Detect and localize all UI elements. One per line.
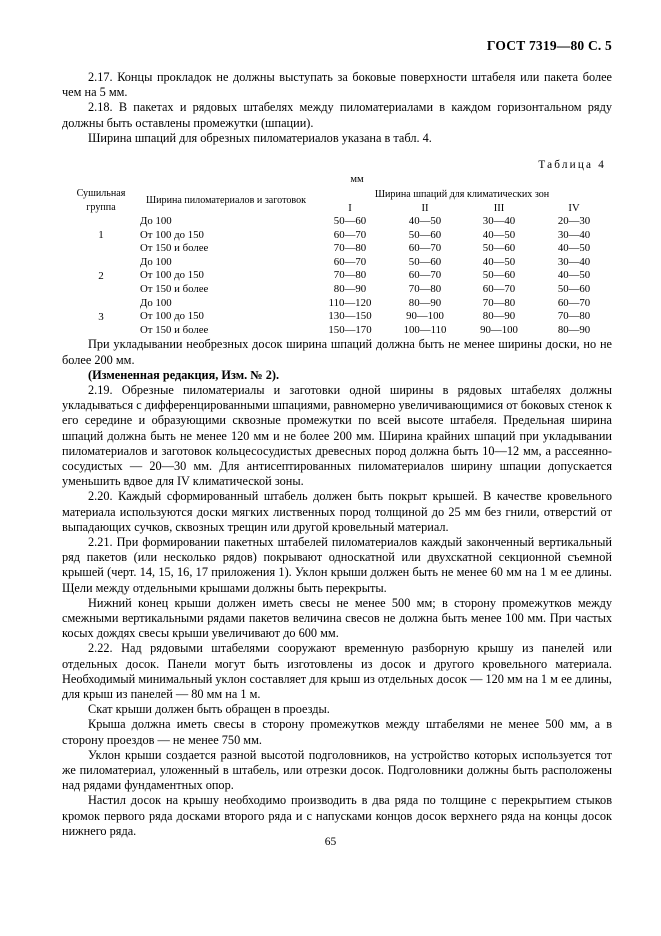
cell-line: 50—60 [557, 282, 591, 295]
cell-line: От 150 и более [140, 323, 209, 336]
cell-line: 30—40 [557, 228, 591, 241]
table-head [62, 187, 612, 215]
cell-line: 150—170 [328, 323, 372, 336]
paragraph-svesy: Нижний конец крыши должен иметь свесы не менее 500 мм; в сторону промежутков между смежными вертикальными рядами пакетов величина свесов не должна быть менее 100 мм. При частых косых дождях свесы крыши увеличивают до 600 мм. [62, 595, 612, 641]
page-content [62, 70, 612, 839]
cell-line: От 100 до 150 [140, 228, 204, 241]
cell-line: 70—80 [408, 282, 442, 295]
header-zone-3: III [493, 202, 505, 214]
cell-line: 50—60 [333, 215, 367, 228]
cell-zone-1 [312, 215, 388, 256]
cell-widths [140, 297, 312, 338]
cell-zone-3 [462, 215, 536, 256]
cell-line: 50—60 [408, 255, 442, 268]
cell-line: 60—70 [333, 228, 367, 241]
paragraph-2-19: 2.19. Обрезные пиломатериалы и заготовки одной ширины в рядовых штабелях должны укладываться с дифференцированными шпациями, равномерно увеличивающимися от боковых стенок к его середине и образующими сквозные промежутки по всей высоте штабеля. Предельная ширина шпаций должна быть не менее 120 мм и не более 200 мм. Ширина крайних шпаций при укладывании пиломатериалов и заготовок кольцесосудистых древесных пород должна быть 10—12 мм, а рассеянно-сосудистых — 20—30 мм. Для антисептированных пиломатериалов ширину шпации допускается уменьшить вдвое для IV климатической зоны. [62, 382, 612, 489]
table-caption: Таблица 4 [538, 159, 606, 172]
page-number: 65 [324, 836, 337, 848]
paragraph-2-21: 2.21. При формировании пакетных штабелей пиломатериалов каждый законченный вертикальный ряд пакетов (или несколько рядов) покрывают односкатной или двухскатной секционной съемной крышей (черт. 14, 15, 16, 17 приложения 1). Уклон крыши должен быть не менее 60 мм на 1 м ее длины. Щели между отдельными крышами должны быть перекрыты. [62, 535, 612, 595]
cell-line: 80—90 [408, 296, 442, 309]
cell-line: 30—40 [482, 215, 516, 228]
cell-zone-2 [388, 256, 462, 297]
paragraph-nastil: Настил досок на крышу необходимо производить в два ряда по толщине с перекрытием стыков кромок первого ряда досками второго ряда и с напусками концов досок верхнего ряда на концы досок нижнего ряда. [62, 793, 612, 838]
cell-line: 60—70 [482, 282, 516, 295]
cell-line: 70—80 [482, 296, 516, 309]
table-body [62, 215, 612, 337]
cell-group: 2 [98, 270, 104, 283]
header-zone-2: II [421, 202, 429, 214]
cell-line: 60—70 [408, 242, 442, 255]
cell-zone-3 [462, 256, 536, 297]
cell-line: 60—70 [408, 269, 442, 282]
table-row [62, 297, 612, 338]
table-unit-label: мм [350, 174, 364, 186]
cell-widths [140, 215, 312, 256]
cell-line: 50—60 [482, 269, 516, 282]
cell-line: 50—60 [408, 228, 442, 241]
cell-line: 20—30 [557, 215, 591, 228]
cell-group: 3 [98, 310, 104, 323]
paragraph-2-18: 2.18. В пакетах и рядовых штабелях между пиломатериалами в каждом горизонтальном ряду должны быть оставлены промежутки (шпации). [62, 100, 612, 130]
cell-line: От 150 и более [140, 242, 209, 255]
cell-line: 130—150 [328, 310, 372, 323]
paragraph-krysha-svesy: Крыша должна иметь свесы в сторону промежутков между штабелями не менее 500 мм, а в сторону проездов — не менее 750 мм. [62, 717, 612, 747]
cell-zone-4 [536, 215, 612, 256]
cell-line: 110—120 [328, 296, 372, 309]
paragraph-2-17: 2.17. Концы прокладок не должны выступать за боковые поверхности штабеля или пакета более чем на 5 мм. [62, 70, 612, 100]
header-group: Сушильная группа [76, 188, 126, 214]
paragraph-table-ref: Ширина шпаций для обрезных пиломатериалов указана в табл. 4. [88, 130, 432, 145]
cell-line: 40—50 [557, 242, 591, 255]
cell-line: 80—90 [557, 323, 591, 336]
page-footer [0, 836, 661, 848]
cell-line: 40—50 [408, 215, 442, 228]
paragraph-revision-note: (Измененная редакция, Изм. № 2). [88, 367, 280, 382]
shpacii-width-table [62, 187, 612, 337]
cell-line: От 100 до 150 [140, 269, 204, 282]
cell-line: 50—60 [482, 242, 516, 255]
paragraph-2-22: 2.22. Над рядовыми штабелями сооружают временную разборную крышу из панелей или отдельных досок. Панели могут быть изготовлены из досок и другого кровельного материала. Необходимый минимальный уклон составляет для крыш из отдельных досок — 120 мм на 1 м ее длины, для крыш из панелей — 80 мм на 1 м. [62, 641, 612, 702]
cell-line: 40—50 [482, 255, 516, 268]
header-width: Ширина пиломатериалов и заготовок [145, 195, 307, 207]
cell-line: 70—80 [557, 310, 591, 323]
cell-zone-1 [312, 297, 388, 338]
cell-zone-4 [536, 297, 612, 338]
cell-group: 1 [98, 229, 104, 242]
cell-zone-1 [312, 256, 388, 297]
cell-zone-2 [388, 215, 462, 256]
cell-line: От 100 до 150 [140, 310, 204, 323]
cell-line: До 100 [140, 215, 172, 228]
cell-line: 60—70 [557, 296, 591, 309]
table-row [62, 256, 612, 297]
table-row [62, 215, 612, 256]
running-header-text: ГОСТ 7319—80 С. 5 [486, 38, 612, 53]
cell-widths [140, 256, 312, 297]
header-zone-1: I [348, 202, 352, 214]
cell-line: 40—50 [482, 228, 516, 241]
cell-line: 100—110 [403, 323, 447, 336]
cell-line: 70—80 [333, 269, 367, 282]
cell-zone-4 [536, 256, 612, 297]
paragraph-2-20: 2.20. Каждый сформированный штабель должен быть покрыт крышей. В качестве кровельного материала используются доски мягких лиственных пород толщиной до 25 мм без гнили, отверстий от выпадающих сучков, сквозных трещин или другой кровельный материал. [62, 489, 612, 534]
header-zones: Ширина шпаций для климатических зон [374, 188, 550, 200]
cell-line: 90—100 [480, 323, 518, 336]
cell-line: До 100 [140, 296, 172, 309]
paragraph-neobreznye: При укладывании необрезных досок ширина шпаций должна быть не менее ширины доски, но не более 200 мм. [62, 337, 612, 367]
cell-zone-3 [462, 297, 536, 338]
cell-line: От 150 и более [140, 282, 209, 295]
running-header [62, 38, 612, 54]
paragraph-uklon: Уклон крыши создается разной высотой подголовников, на устройство которых используется тот же пиломатериал, уложенный в штабель, или отрезки досок. Подголовники должны быть расположены над рядами фундаментных опор. [62, 747, 612, 793]
cell-line: 90—100 [406, 310, 444, 323]
cell-line: 60—70 [333, 255, 367, 268]
cell-line: 40—50 [557, 269, 591, 282]
paragraph-skat: Скат крыши должен быть обращен в проезды. [88, 702, 330, 717]
cell-line: 80—90 [333, 282, 367, 295]
cell-line: До 100 [140, 255, 172, 268]
header-zone-4: IV [568, 202, 580, 214]
cell-line: 30—40 [557, 255, 591, 268]
cell-zone-2 [388, 297, 462, 338]
cell-line: 80—90 [482, 310, 516, 323]
table-head-row-1 [62, 187, 612, 201]
cell-line: 70—80 [333, 242, 367, 255]
